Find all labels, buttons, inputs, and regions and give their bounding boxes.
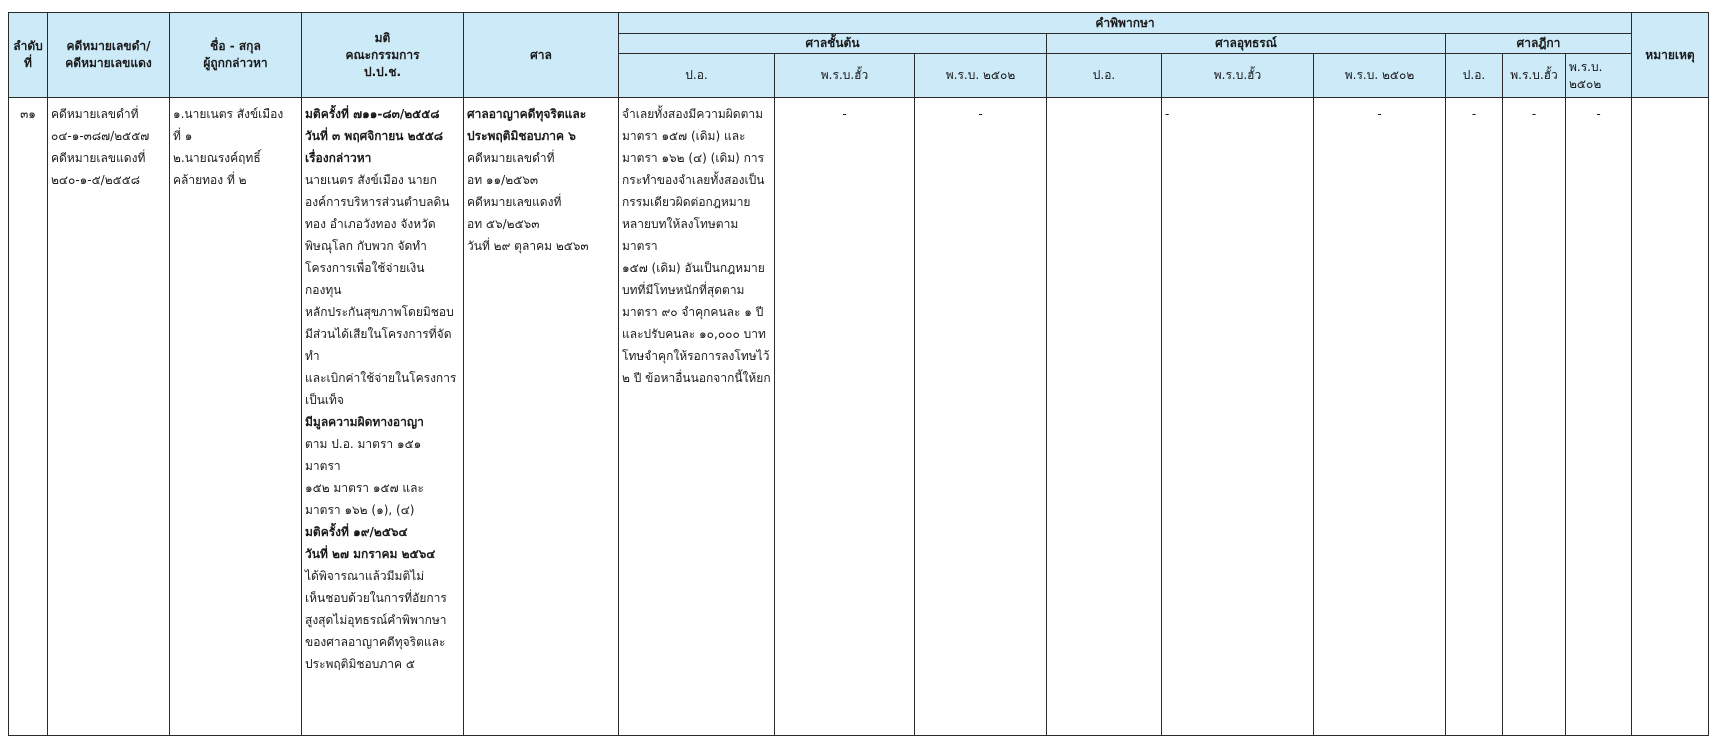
cell-nacc-resolution xyxy=(302,98,464,736)
cell-appeal-prb-bid: - xyxy=(1162,98,1314,736)
nacc-line: นายเนตร สังข์เมือง นายก xyxy=(305,173,437,187)
cell-remarks xyxy=(1632,98,1709,736)
verdict-line: มาตรา ๙๐ จำคุกคนละ ๑ ปี xyxy=(622,305,764,319)
case-line: คดีหมายเลขดำที่ xyxy=(51,107,139,121)
header-supreme-prb-2502: พ.ร.บ. ๒๕๐๒ xyxy=(1566,54,1632,98)
cell-accused xyxy=(170,98,302,736)
cell-supreme-prb-2502: - xyxy=(1566,98,1632,736)
header-appeal-prb-bid: พ.ร.บ.ฮั้ว xyxy=(1162,54,1314,98)
nacc-line: โครงการเพื่อใช้จ่ายเงินกองทุน xyxy=(305,261,425,297)
accused-line: คล้ายทอง ที่ ๒ xyxy=(173,173,247,187)
cell-supreme-prb-bid: - xyxy=(1503,98,1566,736)
verdict-line: มาตรา ๑๕๗ (เดิม) และ xyxy=(622,129,746,143)
cell-no: ๓๑ xyxy=(9,98,48,736)
nacc-line: องค์การบริหารส่วนตำบลดิน xyxy=(305,195,450,209)
court-line: คดีหมายเลขแดงที่ xyxy=(467,195,562,209)
table-row xyxy=(9,98,1709,736)
nacc-line: มีส่วนได้เสียในโครงการที่จัดทำ xyxy=(305,327,452,363)
header-no: ลำดับ ที่ xyxy=(9,13,48,98)
header-remarks: หมายเหตุ xyxy=(1632,13,1709,98)
cell-first-prb-2502: - xyxy=(915,98,1047,736)
accused-line: ๑.นายเนตร สังข์เมือง xyxy=(173,107,284,121)
header-court: ศาล xyxy=(464,13,619,98)
nacc-line: ทอง อำเภอวังทอง จังหวัด xyxy=(305,217,436,231)
court-line: อท ๕๖/๒๕๖๓ xyxy=(467,217,540,231)
nacc-line: สูงสุดไม่อุทธรณ์คำพิพากษา xyxy=(305,613,447,627)
cell-appeal-prb-2502: - xyxy=(1314,98,1446,736)
case-line: คดีหมายเลขแดงที่ xyxy=(51,151,146,165)
header-supreme-pa: ป.อ. xyxy=(1446,54,1503,98)
nacc-line: มีมูลความผิดทางอาญา xyxy=(305,415,424,429)
accused-line: ที่ ๑ xyxy=(173,129,193,143)
nacc-line: มาตรา ๑๖๒ (๑), (๔) xyxy=(305,503,415,517)
cell-supreme-pa: - xyxy=(1446,98,1503,736)
header-appeal-pa: ป.อ. xyxy=(1047,54,1162,98)
nacc-line: หลักประกันสุขภาพโดยมิชอบ xyxy=(305,305,454,319)
verdict-line: บทที่มีโทษหนักที่สุดตาม xyxy=(622,283,745,297)
nacc-line: วันที่ ๓ พฤศจิกายน ๒๕๕๘ xyxy=(305,129,443,143)
nacc-line: ได้พิจารณาแล้วมีมติไม่ xyxy=(305,569,425,583)
court-line: คดีหมายเลขดำที่ xyxy=(467,151,555,165)
nacc-line: มติครั้งที่ ๗๑๑-๘๓/๒๕๕๘ xyxy=(305,107,440,121)
header-first-pa: ป.อ. xyxy=(619,54,775,98)
header-supreme-prb-bid: พ.ร.บ.ฮั้ว xyxy=(1503,54,1566,98)
cell-court xyxy=(464,98,619,736)
court-line: อท ๑๑/๒๕๖๓ xyxy=(467,173,539,187)
cell-case-no xyxy=(48,98,170,736)
nacc-line: ของศาลอาญาคดีทุจริตและ xyxy=(305,635,446,649)
nacc-line: มติครั้งที่ ๑๙/๒๕๖๔ xyxy=(305,525,408,539)
nacc-line: พิษณุโลก กับพวก จัดทำ xyxy=(305,239,427,253)
header-first-prb-bid: พ.ร.บ.ฮั้ว xyxy=(775,54,915,98)
cell-first-prb-bid: - xyxy=(775,98,915,736)
nacc-line: เรื่องกล่าวหา xyxy=(305,151,372,165)
header-nacc-resolution: มติ คณะกรรมการ ป.ป.ช. xyxy=(302,13,464,98)
verdict-line: ๒ ปี ข้อหาอื่นนอกจากนี้ให้ยก xyxy=(622,371,771,385)
judgment-table xyxy=(8,12,1709,736)
nacc-line: เห็นชอบด้วยในการที่อัยการ xyxy=(305,591,447,605)
accused-line: ๒.นายณรงค์ฤทธิ์ xyxy=(173,151,261,165)
nacc-line: และเบิกค่าใช้จ่ายในโครงการ xyxy=(305,371,457,385)
verdict-line: กรรมเดียวผิดต่อกฎหมาย xyxy=(622,195,751,209)
case-line: ๒๔๐-๑-๕/๒๕๕๘ xyxy=(51,173,141,187)
verdict-line: มาตรา ๑๖๒ (๔) (เดิม) การ xyxy=(622,151,765,165)
court-line: ประพฤติมิชอบภาค ๖ xyxy=(467,129,576,143)
verdict-line: จำเลยทั้งสองมีความผิดตาม xyxy=(622,107,764,121)
verdict-line: และปรับคนละ ๑๐,๐๐๐ บาท xyxy=(622,327,766,341)
verdict-line: กระทำของจำเลยทั้งสองเป็น xyxy=(622,173,765,187)
nacc-line: วันที่ ๒๗ มกราคม ๒๕๖๔ xyxy=(305,547,436,561)
header-court-supreme: ศาลฎีกา xyxy=(1446,34,1632,54)
header-judgment: คำพิพากษา xyxy=(619,13,1632,34)
nacc-line: ตาม ป.อ. มาตรา ๑๕๑ มาตรา xyxy=(305,437,422,473)
cell-first-pa xyxy=(619,98,775,736)
court-line: วันที่ ๒๙ ตุลาคม ๒๕๖๓ xyxy=(467,239,589,253)
court-line: ศาลอาญาคดีทุจริตและ xyxy=(467,107,587,121)
header-first-prb-2502: พ.ร.บ. ๒๕๐๒ xyxy=(915,54,1047,98)
nacc-line: เป็นเท็จ xyxy=(305,393,344,407)
verdict-line: ๑๕๗ (เดิม) อันเป็นกฎหมาย xyxy=(622,261,765,275)
header-case-no: คดีหมายเลขดำ/ คดีหมายเลขแดง xyxy=(48,13,170,98)
header-court-first-instance: ศาลชั้นต้น xyxy=(619,34,1047,54)
verdict-line: หลายบทให้ลงโทษตามมาตรา xyxy=(622,217,739,253)
nacc-line: ประพฤติมิชอบภาค ๕ xyxy=(305,657,415,671)
nacc-line: ๑๕๒ มาตรา ๑๕๗ และ xyxy=(305,481,424,495)
header-court-appeal: ศาลอุทธรณ์ xyxy=(1047,34,1446,54)
cell-appeal-pa xyxy=(1047,98,1162,736)
case-line: ๐๔-๑-๓๘๗/๒๕๕๗ xyxy=(51,129,150,143)
header-appeal-prb-2502: พ.ร.บ. ๒๕๐๒ xyxy=(1314,54,1446,98)
verdict-line: โทษจำคุกให้รอการลงโทษไว้ xyxy=(622,349,770,363)
header-accused: ชื่อ - สกุล ผู้ถูกกล่าวหา xyxy=(170,13,302,98)
